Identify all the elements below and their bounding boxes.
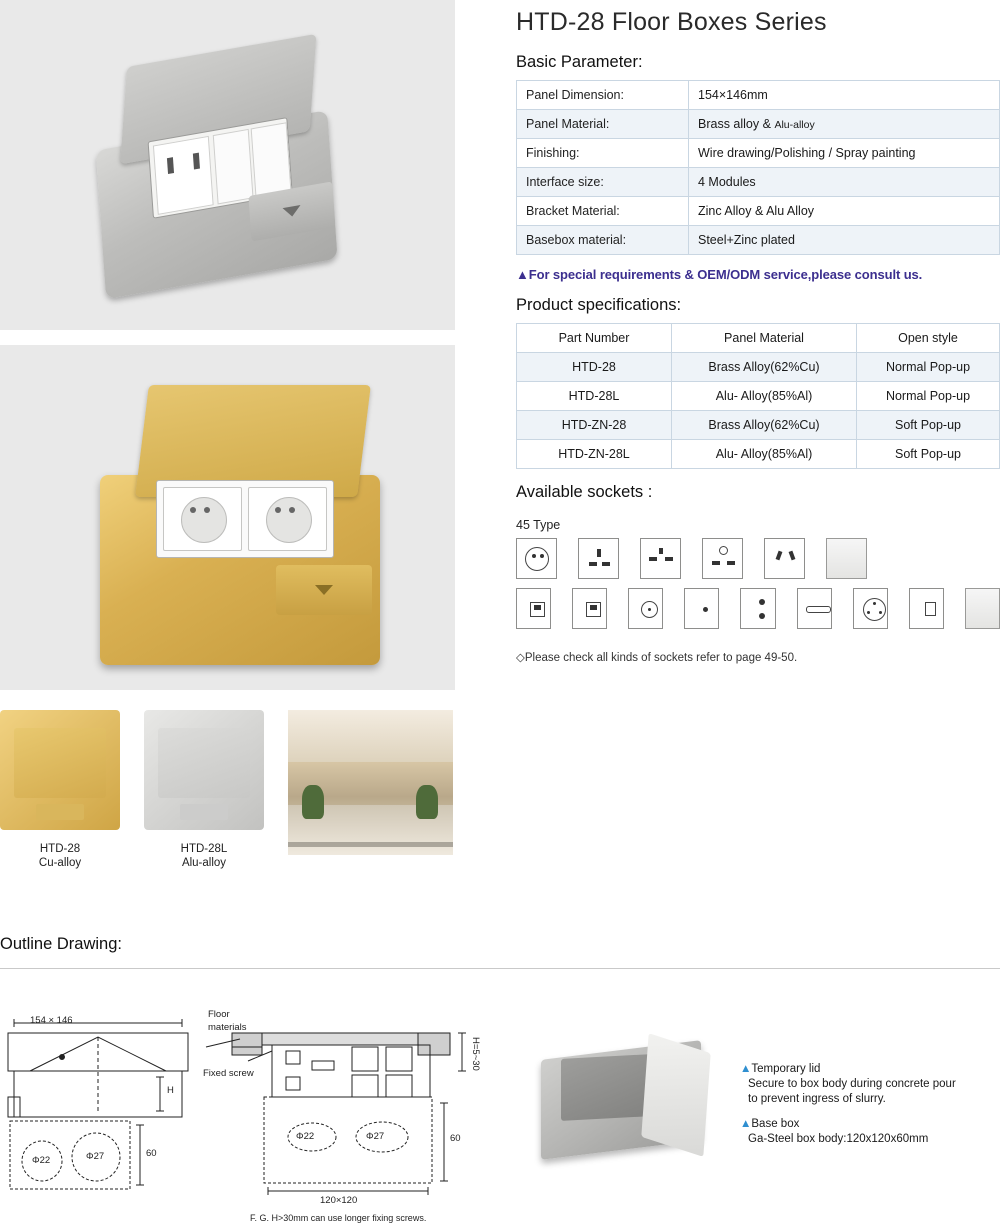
table-row — [517, 226, 1000, 255]
drawing-footnote: F. G. H>30mm can use longer fixing screws. — [250, 1213, 427, 1223]
param-value: Steel+Zinc plated — [689, 226, 1000, 255]
french-socket-icon — [764, 538, 805, 579]
product-specifications-heading: Product specifications: — [516, 296, 682, 314]
spec-col-panel-material: Panel Material — [672, 324, 857, 353]
spec-cell: Alu- Alloy(85%Al) — [672, 440, 857, 469]
thumb-caption-name-1: HTD-28 — [39, 843, 81, 855]
param-value — [689, 110, 1000, 139]
right-content-column — [516, 0, 1000, 664]
temporary-lid — [641, 1033, 710, 1157]
tv-coax-icon — [628, 588, 663, 629]
spec-cell: HTD-ZN-28 — [517, 411, 672, 440]
hole-22b-label: Φ22 — [296, 1131, 315, 1142]
table-row — [517, 81, 1000, 110]
schuko-socket-icon — [163, 487, 242, 551]
table-row — [517, 411, 1000, 440]
data-rj45-icon-2 — [251, 122, 292, 198]
param-key: Bracket Material: — [517, 197, 689, 226]
list-item — [740, 1117, 995, 1147]
uk-socket-icon — [153, 136, 214, 215]
basic-parameter-table — [516, 80, 1000, 255]
divider — [0, 968, 1000, 969]
base-box-photo — [533, 1040, 718, 1168]
param-key: Panel Material: — [517, 110, 689, 139]
floor-materials-label-line2: materials — [208, 1022, 247, 1033]
multi-standard-socket-icon — [702, 538, 743, 579]
thumbnail-htd-28 — [0, 710, 120, 830]
lobby-floor-stripe — [288, 842, 453, 847]
triangle-down-icon-2 — [315, 585, 333, 595]
hole-27b-label: Φ27 — [366, 1131, 385, 1142]
thumb-lid-gold — [14, 728, 106, 798]
thumb-caption-material-2: Alu-alloy — [181, 857, 227, 869]
data-rj45-icon — [516, 588, 551, 629]
triangle-down-icon — [283, 205, 302, 218]
legend-line-2a: Ga-Steel box body:120x120x60mm — [748, 1133, 929, 1145]
table-row — [517, 168, 1000, 197]
available-sockets-heading: Available sockets : — [516, 483, 653, 501]
product-photo-stainless — [0, 0, 455, 330]
product-photo-brass — [0, 345, 455, 690]
socket-type-label: 45 Type — [516, 518, 561, 532]
socket-reference-note: ◇Please check all kinds of sockets refer to page 49-50. — [516, 652, 798, 664]
param-key: Finishing: — [517, 139, 689, 168]
blank-module-icon — [826, 538, 867, 579]
dim-panel-label: 154 × 146 — [30, 1015, 73, 1026]
speaker-socket-icon — [853, 588, 888, 629]
lobby-plant-right — [416, 785, 438, 819]
param-key: Basebox material: — [517, 226, 689, 255]
satellite-icon — [684, 588, 719, 629]
spec-cell: HTD-28L — [517, 382, 672, 411]
brass-module-block — [156, 480, 334, 558]
spec-cell: Soft Pop-up — [857, 440, 1000, 469]
table-row — [517, 353, 1000, 382]
vga-port-icon — [797, 588, 832, 629]
param-value: Zinc Alloy & Alu Alloy — [689, 197, 1000, 226]
spec-cell: Normal Pop-up — [857, 382, 1000, 411]
page-title: HTD-28 Floor Boxes Series — [516, 8, 827, 36]
basic-parameter-heading: Basic Parameter: — [516, 53, 643, 71]
universal-socket-icon — [640, 538, 681, 579]
oem-note: ▲For special requirements & OEM/ODM service,please consult us. — [516, 267, 923, 282]
product-specifications-table — [516, 323, 1000, 469]
spec-cell: Brass Alloy(62%Cu) — [672, 353, 857, 382]
data-rj45-icon-2 — [572, 588, 607, 629]
dim-60-left-label: 60 — [146, 1148, 157, 1159]
spec-cell: HTD-ZN-28L — [517, 440, 672, 469]
list-item — [740, 1062, 995, 1107]
spec-col-open-style: Open style — [857, 324, 1000, 353]
spec-cell: Soft Pop-up — [857, 411, 1000, 440]
uk-socket-icon — [578, 538, 619, 579]
schuko-socket-icon — [516, 538, 557, 579]
floor-box-stainless-illustration — [90, 33, 337, 301]
hole-27-label: Φ27 — [86, 1151, 105, 1162]
param-key: Panel Dimension: — [517, 81, 689, 110]
spec-cell: Brass Alloy(62%Cu) — [672, 411, 857, 440]
floor-box-brass-illustration — [100, 385, 380, 655]
table-row — [517, 139, 1000, 168]
legend-title-2: Base box — [751, 1118, 800, 1130]
legend-line-1a: Secure to box body during concrete pour — [748, 1078, 956, 1090]
param-value-sub: Alu-alloy — [774, 119, 815, 131]
fixed-screw-label: Fixed screw — [203, 1068, 254, 1079]
table-row — [517, 440, 1000, 469]
floor-materials-label-line1: Floor — [208, 1009, 230, 1020]
table-header-row — [517, 324, 1000, 353]
legend-line-1b: to prevent ingress of slurry. — [748, 1093, 886, 1105]
thumb-tab-alu — [180, 804, 228, 820]
triangle-marker-icon-2: ▲ — [740, 1118, 752, 1130]
outline-drawing-heading: Outline Drawing: — [0, 935, 122, 953]
brass-push-tab — [276, 565, 372, 615]
table-row — [517, 197, 1000, 226]
data-rj45-icon — [213, 129, 254, 205]
socket-icon-row-2 — [516, 588, 1000, 629]
thumbnail-htd-28l — [144, 710, 264, 830]
legend-list — [740, 1062, 995, 1157]
param-value: 154×146mm — [689, 81, 1000, 110]
thumb-lid-alu — [158, 728, 250, 798]
param-value: 4 Modules — [689, 168, 1000, 197]
lobby-plant-left — [302, 785, 324, 819]
application-photo-lobby — [288, 710, 453, 855]
table-row — [517, 110, 1000, 139]
dim-h530-label: H=5~30 — [470, 1037, 481, 1071]
param-value: Wire drawing/Polishing / Spray painting — [689, 139, 1000, 168]
triangle-marker-icon: ▲ — [740, 1063, 752, 1075]
spec-cell: HTD-28 — [517, 353, 672, 382]
spec-cell: Normal Pop-up — [857, 353, 1000, 382]
param-value-main: Brass alloy & — [698, 117, 771, 131]
hole-22-label: Φ22 — [32, 1155, 51, 1166]
socket-icon-row-1 — [516, 538, 1000, 579]
thumbnail-row — [0, 710, 460, 875]
dim-h-label: H — [167, 1085, 174, 1096]
param-key: Interface size: — [517, 168, 689, 197]
spec-col-part-number: Part Number — [517, 324, 672, 353]
audio-jack-icon — [740, 588, 775, 629]
thumb-tab-gold — [36, 804, 84, 820]
schuko-socket-icon-2 — [248, 487, 327, 551]
dim-120-label: 120×120 — [320, 1195, 358, 1206]
thumb-caption-material-1: Cu-alloy — [38, 857, 82, 869]
table-row — [517, 382, 1000, 411]
blank-module-icon-2 — [965, 588, 1000, 629]
dim-60-right-label: 60 — [450, 1133, 461, 1144]
switch-module-icon — [909, 588, 944, 629]
legend-title-1: Temporary lid — [751, 1063, 821, 1075]
thumb-caption-name-2: HTD-28L — [180, 843, 228, 855]
lobby-ceiling — [288, 710, 453, 762]
spec-cell: Alu- Alloy(85%Al) — [672, 382, 857, 411]
